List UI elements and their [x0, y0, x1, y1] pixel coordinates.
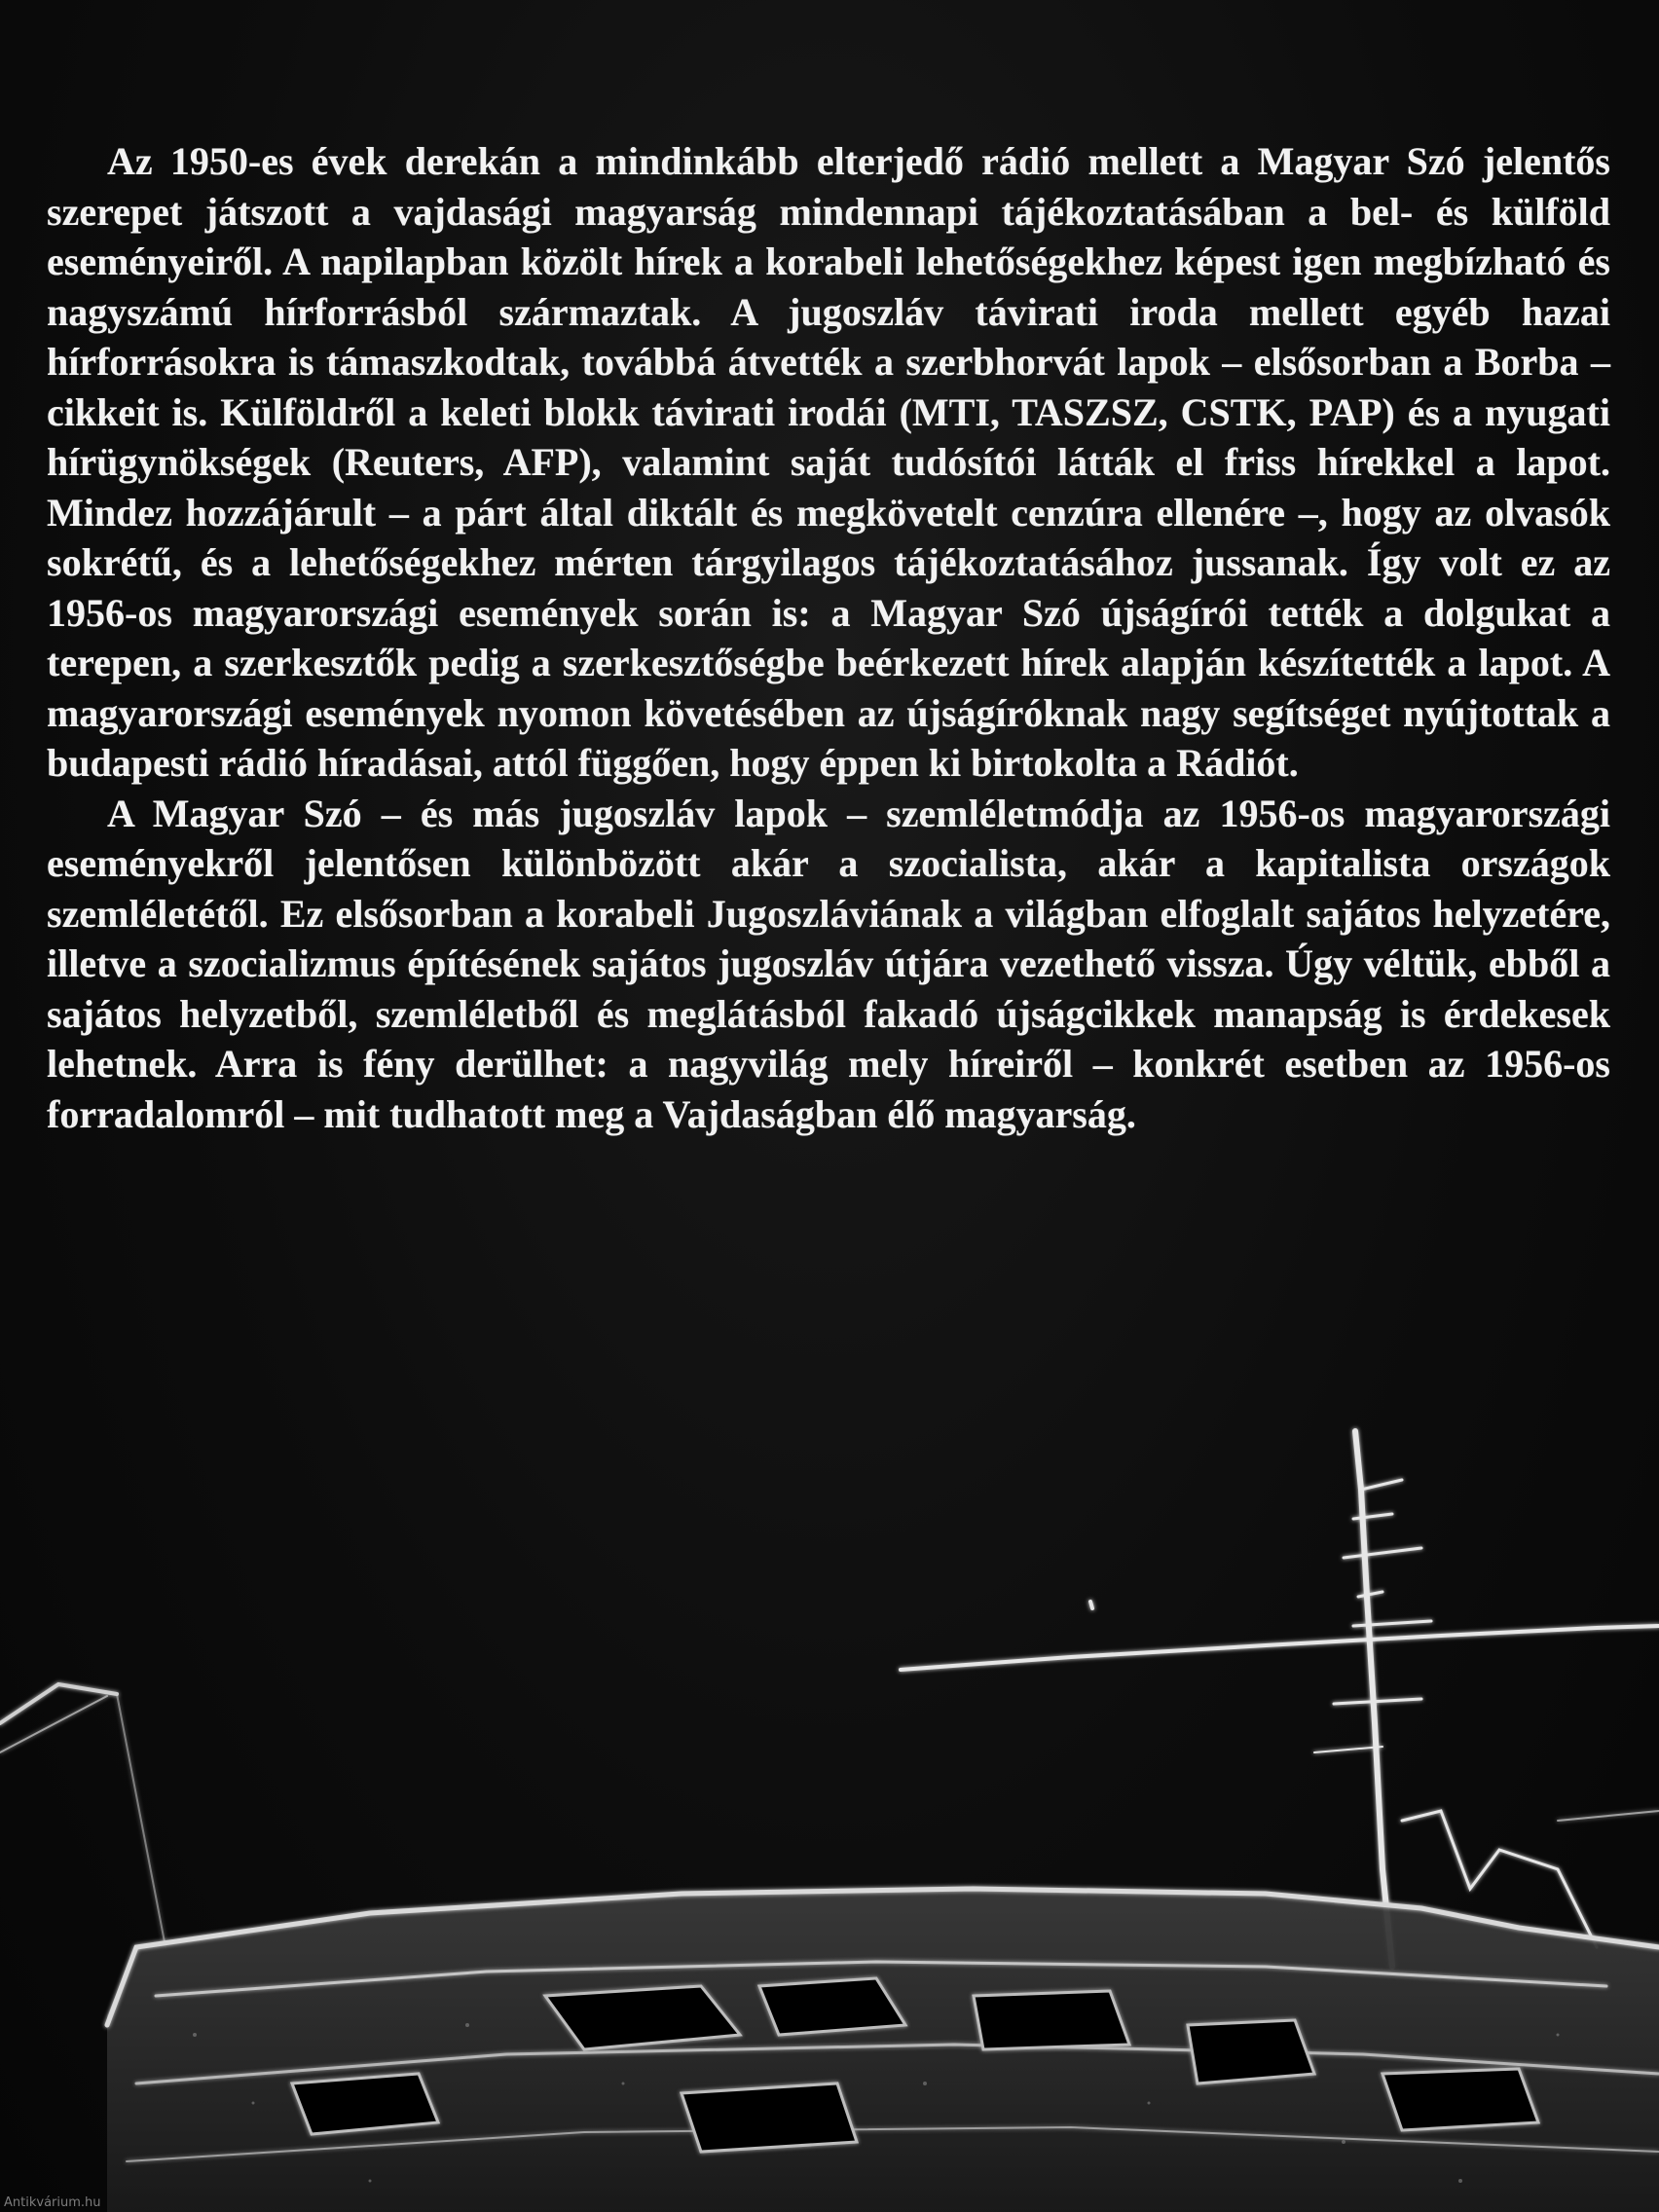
paragraph-2: A Magyar Szó – és más jugoszláv lapok – szemléletmódja az 1956-os magyarországi eseményekről jelentősen különbözött akár a szocialista, akár a kapitalista országok szemléletétől. Ez elsősorban a korabeli Jugoszláviának a világban elfoglalt sajátos helyzetére, illetve a szocializmus építésének sajátos jugoszláv útjára vezethető vissza. Úgy véltük, ebből a sajátos helyzetből, szemléletből és meglátásból fakadó újságcikkek manapság is érdekesek lehetnek. Arra is fény derülhet: a nagyvilág mely híreiről – konkrét esetben az 1956-os forradalomról – mit tudhatott meg a Vajdaságban élő magyarság. — [47, 791, 1610, 1136]
night-rooftop-photo — [0, 1402, 1659, 2212]
watermark-text: Antikvárium.hu — [4, 2195, 101, 2210]
cover-text — [47, 136, 1610, 1139]
paragraph-1: Az 1950-es évek derekán a mindinkább elterjedő rádió mellett a Magyar Szó jelentős szerepet játszott a vajdasági magyarság mindennapi tájékoztatásában a bel- és külföld eseményeiről. A napilapban közölt hírek a korabeli lehetőségekhez képest igen megbízható és nagyszámú hírforrásból származtak. A jugoszláv távirati iroda mellett egyéb hazai hírforrásokra is támaszkodtak, továbbá átvették a szerbhorvát lapok – elsősorban a Borba – cikkeit is. Külföldről a keleti blokk távirati irodái (MTI, TASZSZ, CSTK, PAP) és a nyugati hírügynökségek (Reuters, AFP), valamint saját tudósítói látták el friss hírekkel a lapot. Mindez hozzájárult – a párt által diktált és megkövetelt cenzúra ellenére –, hogy az olvasók sokrétű, és a lehetőségekhez mérten tárgyilagos tájékoztatásához jussanak. Így volt ez az 1956-os magyarországi események során is: a Magyar Szó újságírói tették a dolgukat a terepen, a szerkesztők pedig a szerkesztőségbe beérkezett hírek alapján készítették a lapot. A magyarországi események nyomon követésében az újságíróknak nagy segítséget nyújtottak a budapesti rádió híradásai, attól függően, hogy éppen ki birtokolta a Rádiót. — [47, 139, 1610, 785]
